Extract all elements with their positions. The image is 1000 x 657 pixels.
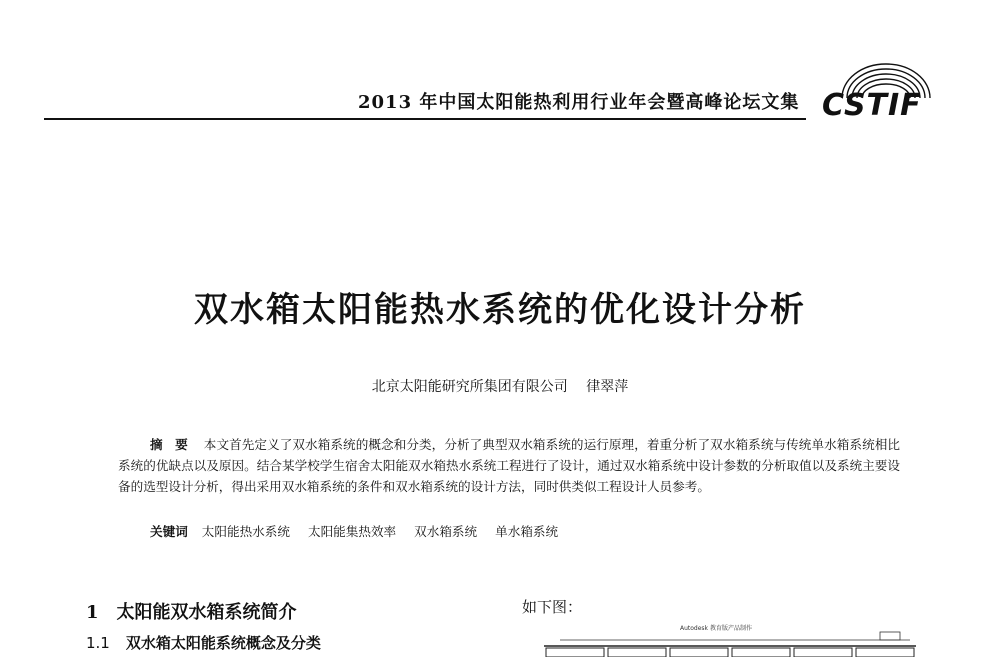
- keyword-item: 双水箱系统: [414, 524, 478, 539]
- section-number: 1.1: [86, 634, 110, 652]
- diagram-drawing: [540, 622, 920, 657]
- figure-caption: Autodesk 教育版产品制作: [680, 625, 752, 632]
- logo-text: CSTIF: [822, 88, 922, 123]
- keyword-item: 太阳能集热效率: [307, 524, 397, 539]
- abstract-text: 本文首先定义了双水箱系统的概念和分类，分析了典型双水箱系统的运行原理，着重分析了双水箱系统与传统单水箱系统相比系统的优缺点以及原因。结合某学校学生宿舍太阳能双水箱热水系统工程进行了设计，通过双水箱系统中设计参数的分析取值以及系统主要设备的选型设计分析，得出采用双水箱系统的条件和双水箱系统的设计方法，同时供类似工程设计人员参考。: [118, 437, 901, 494]
- author-name: 律翠萍: [586, 379, 629, 395]
- keywords: [150, 521, 572, 540]
- figure-intro: 如下图：: [522, 598, 583, 616]
- paper-title: 双水箱太阳能热水系统的优化设计分析: [194, 290, 806, 330]
- section-title: 双水箱太阳能系统概念及分类: [125, 634, 321, 652]
- author-line: [0, 376, 1000, 396]
- section-title: 太阳能双水箱系统简介: [116, 602, 297, 623]
- abstract: [118, 434, 900, 497]
- header-rule: [44, 118, 806, 120]
- section-heading-1-1: [86, 632, 321, 653]
- section-heading-1: [86, 598, 297, 624]
- section-number: 1: [86, 602, 99, 623]
- abstract-label: 摘 要: [150, 437, 192, 452]
- system-diagram: [540, 622, 920, 657]
- keyword-item: 单水箱系统: [495, 524, 559, 539]
- author-affiliation: 北京太阳能研究所集团有限公司: [371, 379, 568, 395]
- keywords-label: 关键词: [150, 524, 188, 539]
- cstif-logo: [822, 58, 942, 128]
- journal-title: 2013 年中国太阳能热利用行业年会暨高峰论坛文集: [358, 92, 800, 113]
- keyword-item: 太阳能热水系统: [201, 524, 290, 539]
